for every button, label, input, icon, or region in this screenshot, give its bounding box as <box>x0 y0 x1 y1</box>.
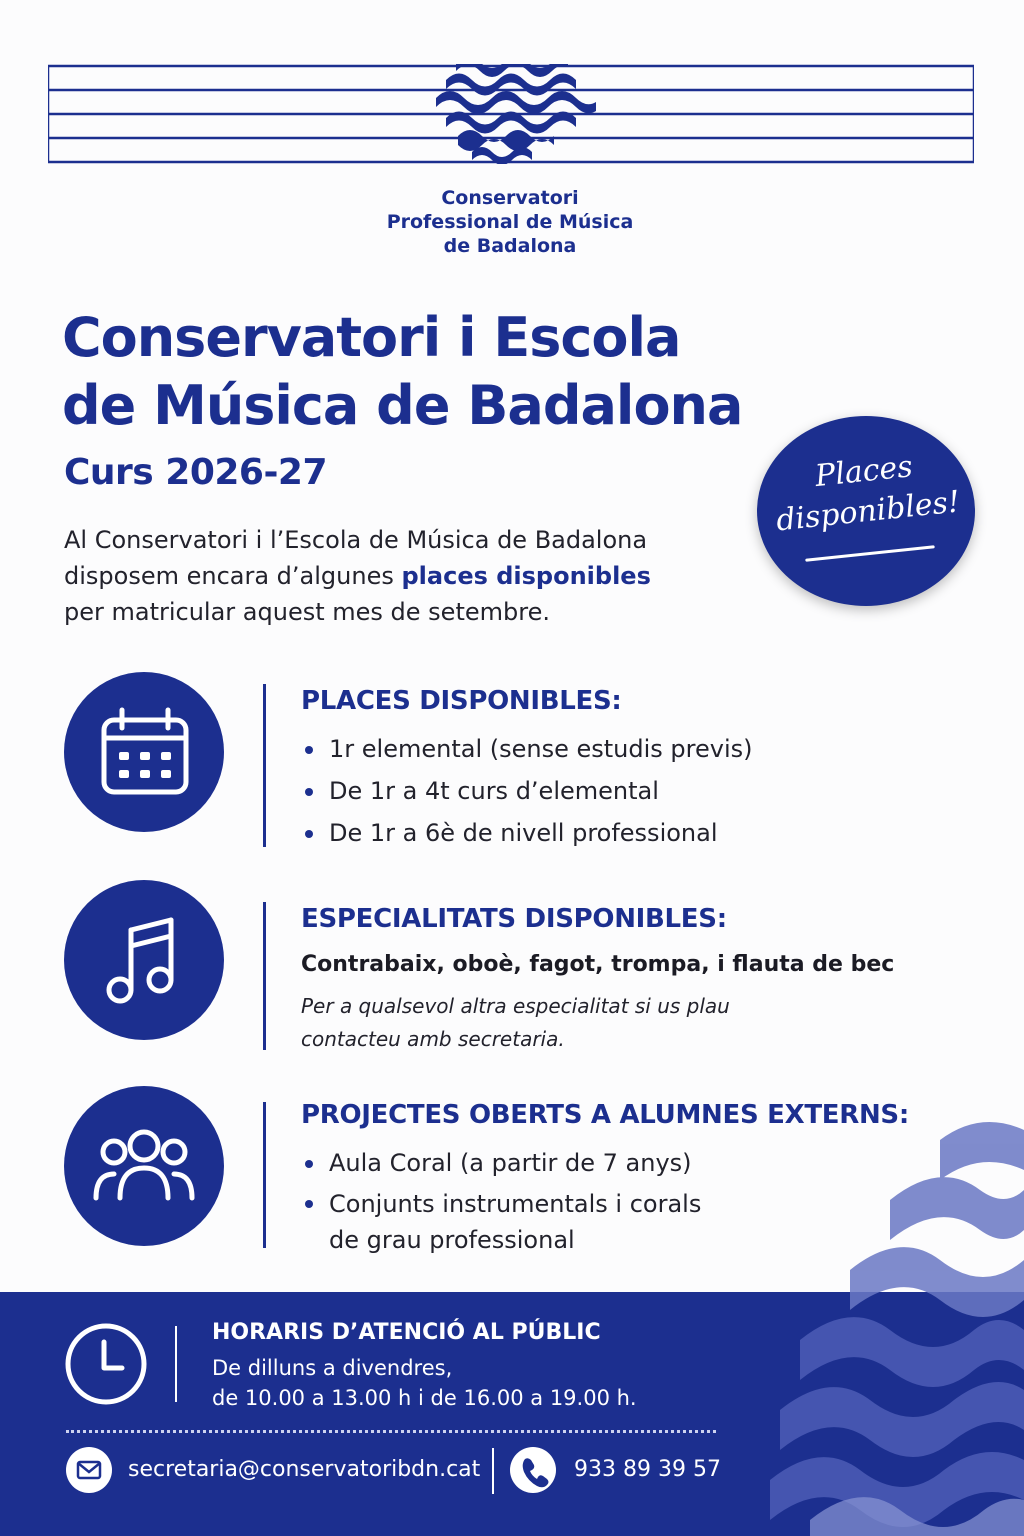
logo-line-2: Professional de Música <box>386 211 634 233</box>
music-note-icon <box>64 880 224 1040</box>
email-link[interactable]: secretaria@conservatoribdn.cat <box>128 1457 481 1482</box>
dotted-separator <box>66 1430 716 1433</box>
title-line-2: de Música de Badalona <box>62 374 743 437</box>
section-divider <box>263 684 266 847</box>
item-line-2: de grau professional <box>329 1226 575 1254</box>
note-line-2: contacteu amb secretaria. <box>301 1027 565 1051</box>
intro-part-3: per matricular aquest mes de setembre. <box>64 598 550 626</box>
intro-part-2: disposem encara d’algunes <box>64 562 402 590</box>
group-icon <box>64 1086 224 1246</box>
especialitats-heading: ESPECIALITATS DISPONIBLES: <box>301 904 727 934</box>
section-divider <box>263 902 266 1050</box>
contact-divider <box>492 1448 494 1494</box>
intro-paragraph <box>64 522 744 630</box>
projectes-list <box>301 1142 701 1258</box>
title-line-1: Conservatori i Escola <box>62 306 681 369</box>
wave-decoration <box>740 1120 1024 1536</box>
badge-underline <box>805 545 935 562</box>
list-item: Aula Coral (a partir de 7 anys) <box>301 1142 701 1184</box>
mail-icon <box>66 1447 112 1493</box>
section-divider <box>263 1102 266 1248</box>
intro-part-1: Al Conservatori i l’Escola de Música de Badalona <box>64 526 648 554</box>
logo-institution-name <box>300 186 720 258</box>
list-item: De 1r a 6è de nivell professional <box>301 812 752 854</box>
places-list <box>301 728 752 854</box>
list-item <box>301 1184 701 1258</box>
phone-link[interactable]: 933 89 39 57 <box>574 1457 721 1482</box>
list-item: 1r elemental (sense estudis previs) <box>301 728 752 770</box>
badge-line-2: disponibles! <box>774 484 962 539</box>
logo-line-3: de Badalona <box>443 235 577 257</box>
note-line-1: Per a qualsevol altra especialitat si us plau <box>301 994 730 1018</box>
especialitats-note <box>301 990 730 1056</box>
phone-icon <box>510 1447 556 1493</box>
logo-staff-graphic <box>48 64 974 164</box>
logo-line-1: Conservatori <box>441 187 579 209</box>
especialitats-list: Contrabaix, oboè, fagot, trompa, i flauta de bec <box>301 952 895 977</box>
places-heading: PLACES DISPONIBLES: <box>301 686 622 716</box>
places-badge <box>757 416 975 606</box>
course-year: Curs 2026-27 <box>64 452 327 493</box>
calendar-icon <box>64 672 224 832</box>
page-title <box>62 304 782 440</box>
hours-heading: HORARIS D’ATENCIÓ AL PÚBLIC <box>212 1320 601 1345</box>
footer-divider <box>175 1326 177 1402</box>
hours-line-2: de 10.00 a 13.00 h i de 16.00 a 19.00 h. <box>212 1386 637 1410</box>
hours-line-1: De dilluns a divendres, <box>212 1356 453 1380</box>
item-line-1: Conjunts instrumentals i corals <box>329 1190 702 1218</box>
clock-icon <box>64 1322 148 1406</box>
badge-line-1: Places <box>813 449 915 495</box>
intro-highlight: places disponibles <box>401 562 651 590</box>
list-item: De 1r a 4t curs d’elemental <box>301 770 752 812</box>
projectes-heading: PROJECTES OBERTS A ALUMNES EXTERNS: <box>301 1100 909 1130</box>
